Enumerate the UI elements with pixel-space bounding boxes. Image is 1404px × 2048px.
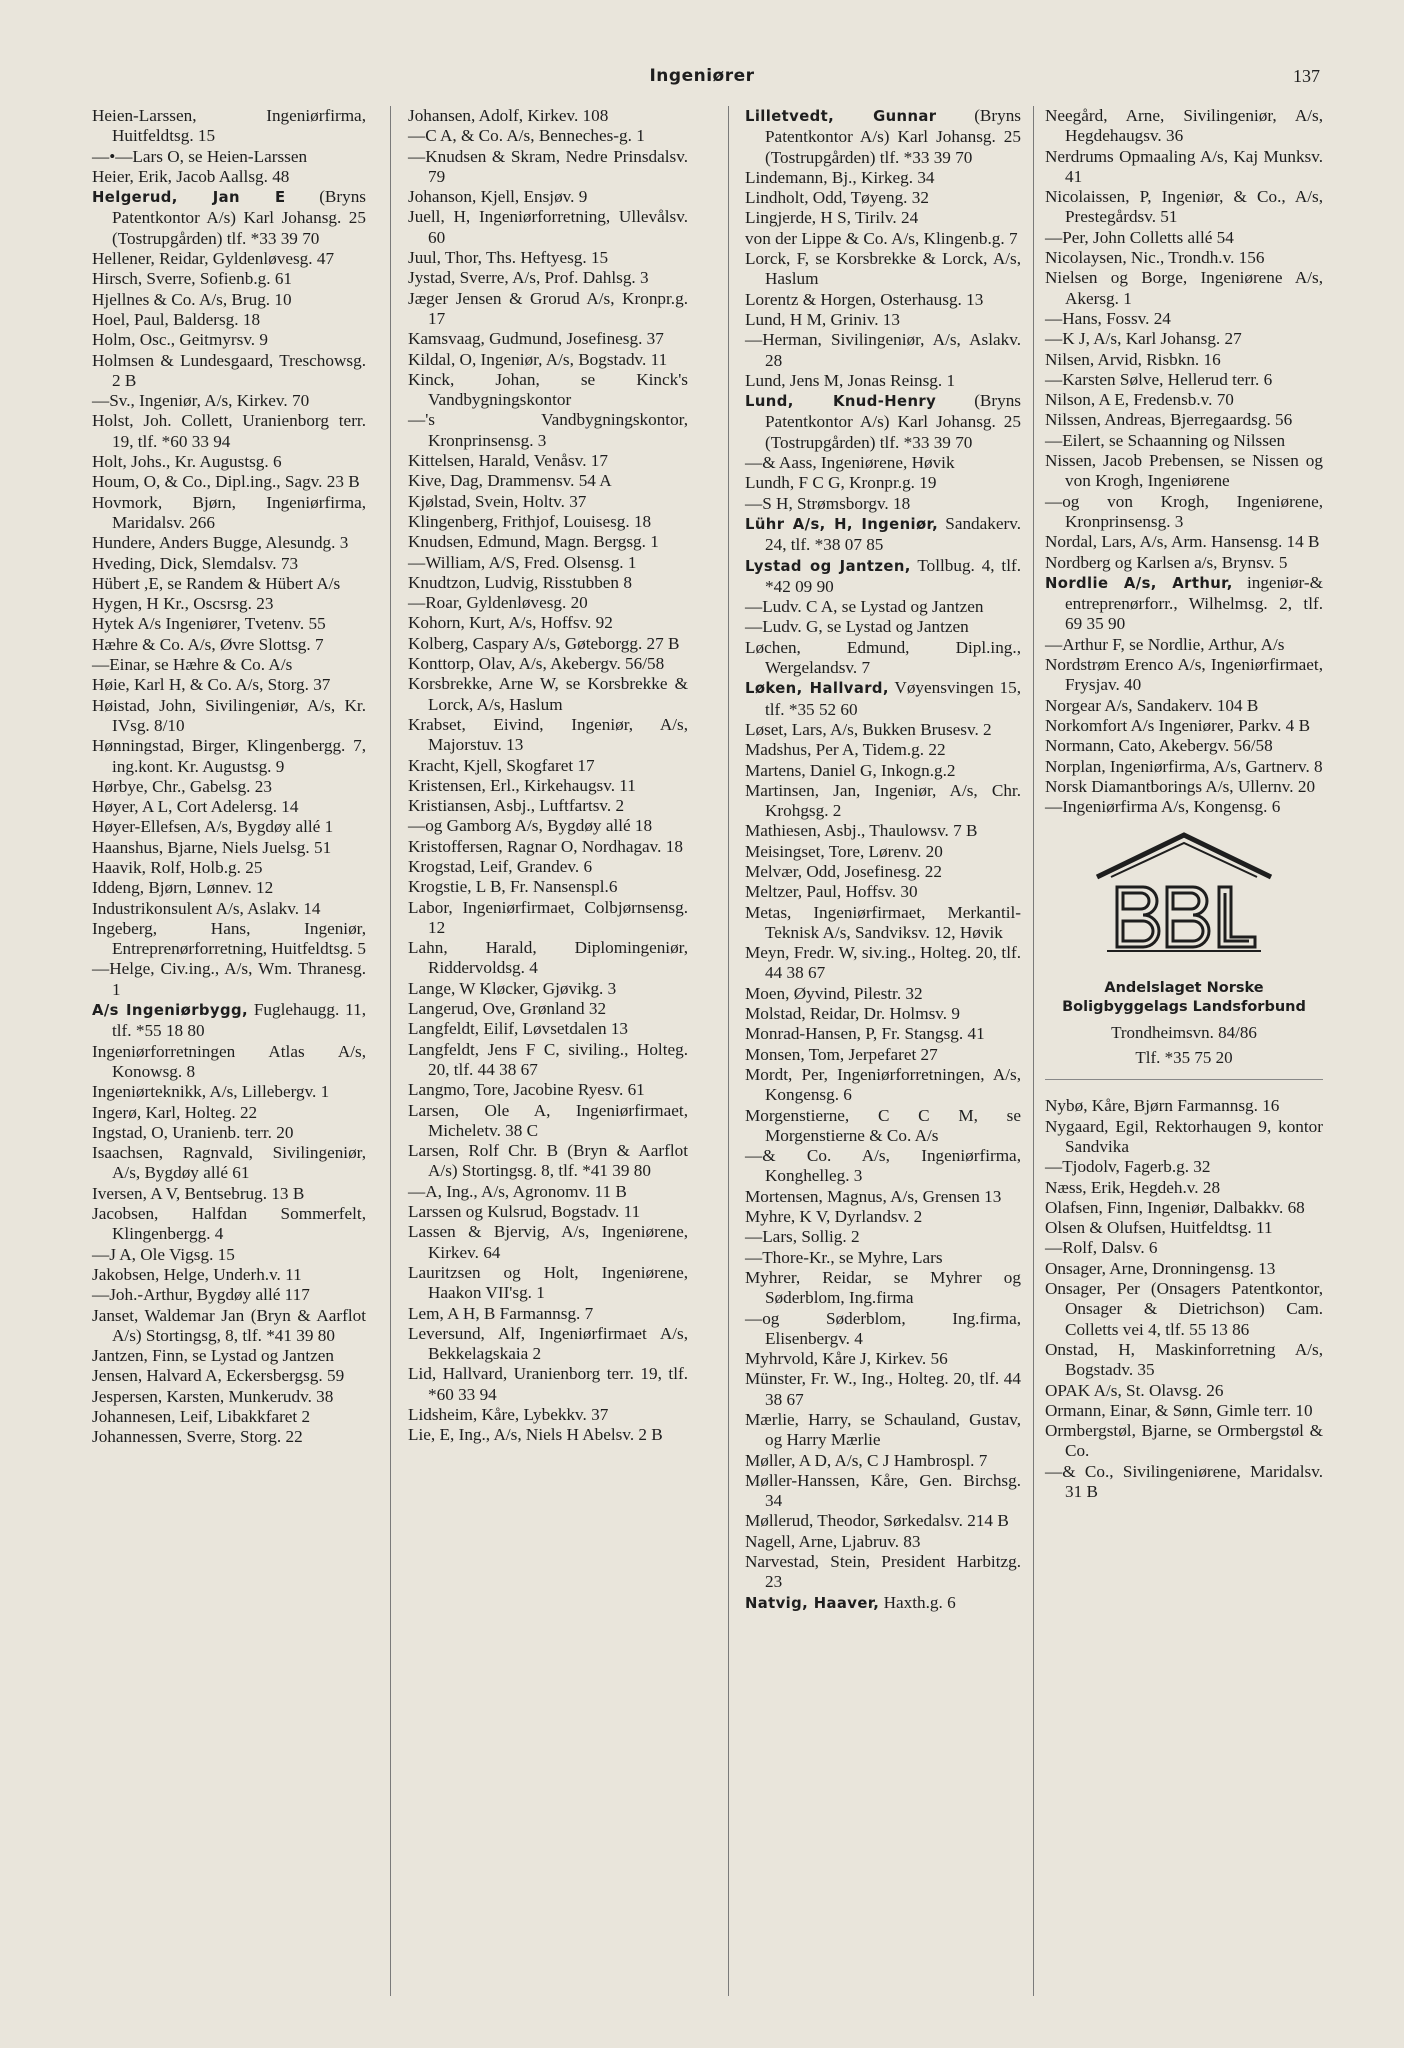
directory-entry: Onstad, H, Maskinforretning A/s, Bogstadv. 35 bbox=[1045, 1339, 1323, 1380]
directory-entry: —Joh.-Arthur, Bygdøy allé 117 bbox=[92, 1285, 310, 1305]
directory-entry: Leversund, Alf, Ingeniørfirmaet A/s, Bekkelagskaia 2 bbox=[408, 1323, 688, 1364]
directory-entry: Narvestad, Stein, President Harbitzg. 23 bbox=[745, 1552, 1021, 1592]
directory-entry: Holst, Joh. Collett, Uranienborg terr. 19, tlf. *60 33 94 bbox=[92, 411, 366, 451]
directory-entry: Morgenstierne, C C M, se Morgenstierne & Co. A/s bbox=[745, 1105, 1021, 1145]
directory-entry: Krogstie, L B, Fr. Nansenspl.6 bbox=[408, 877, 618, 897]
directory-entry: —& Aass, Ingeniørene, Høvik bbox=[745, 453, 955, 473]
directory-entry: Lange, W Kløcker, Gjøvikg. 3 bbox=[408, 978, 617, 998]
directory-entry: Melvær, Odd, Josefinesg. 22 bbox=[745, 861, 942, 881]
entry-name-bold: Natvig, Haaver, bbox=[745, 1594, 880, 1612]
directory-entry: —Karsten Sølve, Hellerud terr. 6 bbox=[1045, 369, 1273, 389]
directory-entry: Jakobsen, Helge, Underh.v. 11 bbox=[92, 1264, 302, 1284]
bbl-logo bbox=[1089, 829, 1279, 969]
entry-name-bold: Lühr A/s, H, Ingeniør, bbox=[745, 515, 939, 533]
directory-entry: Nordlie A/s, Arthur, ingeniør-& entreprenørforr., Wilhelmsg. 2, tlf. 69 35 90 bbox=[1045, 572, 1323, 634]
directory-entry: —William, A/S, Fred. Olsensg. 1 bbox=[408, 552, 637, 572]
directory-entry: —'s Vandbygningskontor, Kronprinsensg. 3 bbox=[408, 410, 688, 450]
directory-entry: Holt, Johs., Kr. Augustsg. 6 bbox=[92, 452, 282, 472]
directory-entry: —Ludv. C A, se Lystad og Jantzen bbox=[745, 597, 984, 617]
directory-entry: Møller-Hanssen, Kåre, Gen. Birchsg. 34 bbox=[745, 1470, 1021, 1511]
directory-entry: —Tjodolv, Fagerb.g. 32 bbox=[1045, 1157, 1211, 1177]
directory-entry: Larsen, Ole A, Ingeniørfirmaet, Micheletv. 38 C bbox=[408, 1100, 688, 1140]
directory-entry: OPAK A/s, St. Olavsg. 26 bbox=[1045, 1380, 1224, 1400]
directory-entry: Heier, Erik, Jacob Aallsg. 48 bbox=[92, 166, 290, 186]
directory-entry: Lid, Hallvard, Uranienborg terr. 19, tlf. *60 33 94 bbox=[408, 1364, 688, 1404]
directory-entry: Ingeniørteknikk, A/s, Lillebergv. 1 bbox=[92, 1082, 330, 1102]
directory-entry: Lorck, F, se Korsbrekke & Lorck, A/s, Haslum bbox=[745, 249, 1021, 289]
bbl-advertisement bbox=[1045, 829, 1323, 1080]
directory-entry: Myhre, K V, Dyrlandsv. 2 bbox=[745, 1207, 923, 1227]
directory-entry: Knudsen, Edmund, Magn. Bergsg. 1 bbox=[408, 532, 659, 552]
directory-entry: Onsager, Arne, Dronningensg. 13 bbox=[1045, 1258, 1276, 1278]
directory-entry: Ingerø, Karl, Holteg. 22 bbox=[92, 1102, 258, 1122]
directory-entry: Hjellnes & Co. A/s, Brug. 10 bbox=[92, 289, 292, 309]
directory-entry: Kildal, O, Ingeniør, A/s, Bogstadv. 11 bbox=[408, 349, 668, 369]
directory-entry: Mathiesen, Asbj., Thaulowsv. 7 B bbox=[745, 821, 978, 841]
directory-entry: Hytek A/s Ingeniører, Tvetenv. 55 bbox=[92, 614, 326, 634]
directory-entry: Lem, A H, B Farmannsg. 7 bbox=[408, 1303, 594, 1323]
directory-entry: Hæhre & Co. A/s, Øvre Slottsg. 7 bbox=[92, 634, 324, 654]
directory-entry: —& Co. A/s, Ingeniørfirma, Konghelleg. 3 bbox=[745, 1146, 1021, 1186]
directory-entry: Lund, Jens M, Jonas Reinsg. 1 bbox=[745, 370, 956, 390]
directory-entry: Normann, Cato, Akebergv. 56/58 bbox=[1045, 736, 1273, 756]
directory-entry: —Roar, Gyldenløvesg. 20 bbox=[408, 593, 588, 613]
directory-entry: Kristensen, Erl., Kirkehaugsv. 11 bbox=[408, 775, 636, 795]
directory-entry: Langerud, Ove, Grønland 32 bbox=[408, 999, 607, 1019]
directory-entry: Molstad, Reidar, Dr. Holmsv. 9 bbox=[745, 1004, 960, 1024]
directory-entry: Lahn, Harald, Diplomingeniør, Riddervoldsg. 4 bbox=[408, 938, 688, 978]
directory-entry: Lundh, F C G, Kronpr.g. 19 bbox=[745, 473, 937, 493]
directory-entry: —Per, John Colletts allé 54 bbox=[1045, 227, 1234, 247]
directory-entry: Kittelsen, Harald, Venåsv. 17 bbox=[408, 451, 608, 471]
directory-entry: —Arthur F, se Nordlie, Arthur, A/s bbox=[1045, 634, 1285, 654]
directory-entry: Kohorn, Kurt, A/s, Hoffsv. 92 bbox=[408, 613, 613, 633]
directory-entry: Høyer, A L, Cort Adelersg. 14 bbox=[92, 797, 299, 817]
ad-phone: Tlf. *35 75 20 bbox=[1135, 1048, 1233, 1068]
directory-entry: Hveding, Dick, Slemdalsv. 73 bbox=[92, 553, 299, 573]
directory-entry: Lilletvedt, Gunnar (Bryns Patentkontor A/s) Karl Johansg. 25 (Tostrupgården) tlf. *33 39 70 bbox=[745, 106, 1021, 167]
page-number: 137 bbox=[1293, 66, 1320, 86]
directory-entry: Kjølstad, Svein, Holtv. 37 bbox=[408, 491, 587, 511]
directory-entry: Nilson, A E, Fredensb.v. 70 bbox=[1045, 390, 1234, 410]
directory-column-1 bbox=[92, 106, 366, 1448]
directory-entry: Lund, H M, Griniv. 13 bbox=[745, 309, 900, 329]
directory-entry: Jystad, Sverre, A/s, Prof. Dahlsg. 3 bbox=[408, 268, 649, 288]
directory-entry: Haanshus, Bjarne, Niels Juelsg. 51 bbox=[92, 837, 332, 857]
directory-entry: von der Lippe & Co. A/s, Klingenb.g. 7 bbox=[745, 228, 1018, 248]
directory-entry: Norsk Diamantborings A/s, Ullernv. 20 bbox=[1045, 776, 1316, 796]
directory-entry: —Sv., Ingeniør, A/s, Kirkev. 70 bbox=[92, 391, 310, 411]
directory-entry: Langfeldt, Jens F C, siviling., Holteg. 20, tlf. 44 38 67 bbox=[408, 1039, 688, 1079]
directory-entry: —Helge, Civ.ing., A/s, Wm. Thranesg. 1 bbox=[92, 959, 366, 999]
entry-name-bold: Helgerud, Jan E bbox=[92, 189, 286, 207]
directory-entry: Nordal, Lars, A/s, Arm. Hansensg. 14 B bbox=[1045, 532, 1320, 552]
directory-entry: Løchen, Edmund, Dipl.ing., Wergelandsv. 7 bbox=[745, 637, 1021, 678]
directory-entry: Nerdrums Opmaaling A/s, Kaj Munksv. 41 bbox=[1045, 146, 1323, 186]
directory-entry: Monsen, Tom, Jerpefaret 27 bbox=[745, 1044, 938, 1064]
directory-entry: Juell, H, Ingeniørforretning, Ullevålsv. 60 bbox=[408, 207, 688, 247]
directory-entry: Johanson, Kjell, Ensjøv. 9 bbox=[408, 187, 588, 207]
directory-entry: Kinck, Johan, se Kinck's Vandbygningskontor bbox=[408, 369, 688, 410]
directory-entry: Martinsen, Jan, Ingeniør, A/s, Chr. Krohgsg. 2 bbox=[745, 780, 1021, 821]
directory-entry: —Lars, Sollig. 2 bbox=[745, 1227, 860, 1247]
directory-entry: Moen, Øyvind, Pilestr. 32 bbox=[745, 983, 923, 1003]
directory-entry: Lidsheim, Kåre, Lybekkv. 37 bbox=[408, 1405, 609, 1424]
directory-entry: Janset, Waldemar Jan (Bryn & Aarflot A/s) Stortingsg, 8, tlf. *41 39 80 bbox=[92, 1305, 366, 1345]
ad-address: Trondheimsvn. 84/86 bbox=[1111, 1023, 1257, 1043]
directory-entry: Hygen, H Kr., Oscsrsg. 23 bbox=[92, 594, 274, 614]
directory-entry: —Hans, Fossv. 24 bbox=[1045, 308, 1171, 328]
directory-entry: Holmsen & Lundesgaard, Treschowsg. 2 B bbox=[92, 350, 366, 390]
directory-entry: Langfeldt, Eilif, Løvsetdalen 13 bbox=[408, 1019, 629, 1039]
directory-entry: —•—Lars O, se Heien-Larssen bbox=[92, 146, 308, 166]
directory-entry: —& Co., Sivilingeniørene, Maridalsv. 31 B bbox=[1045, 1461, 1323, 1502]
directory-entry: Langmo, Tore, Jacobine Ryesv. 61 bbox=[408, 1080, 645, 1100]
directory-entry: Houm, O, & Co., Dipl.ing., Sagv. 23 B bbox=[92, 472, 360, 492]
directory-entry: Løset, Lars, A/s, Bukken Brusesv. 2 bbox=[745, 719, 992, 739]
directory-entry: —Ludv. G, se Lystad og Jantzen bbox=[745, 617, 969, 637]
directory-entry: Knudtzon, Ludvig, Risstubben 8 bbox=[408, 572, 632, 592]
directory-entry: —Knudsen & Skram, Nedre Prinsdalsv. 79 bbox=[408, 146, 688, 186]
directory-entry: Ingeniørforretningen Atlas A/s, Konowsg. 8 bbox=[92, 1041, 366, 1081]
directory-entry: Lühr A/s, H, Ingeniør, Sandakerv. 24, tlf. *38 07 85 bbox=[745, 513, 1021, 555]
directory-entry: Holm, Osc., Geitmyrsv. 9 bbox=[92, 330, 268, 350]
directory-entry: Jespersen, Karsten, Munkerudv. 38 bbox=[92, 1386, 334, 1406]
directory-entry: Madshus, Per A, Tidem.g. 22 bbox=[745, 740, 946, 760]
directory-entry: Lie, E, Ing., A/s, Niels H Abelsv. 2 B bbox=[408, 1425, 663, 1445]
directory-entry: Lorentz & Horgen, Osterhausg. 13 bbox=[745, 289, 984, 309]
directory-entry: —Herman, Sivilingeniør, A/s, Aslakv. 28 bbox=[745, 330, 1021, 370]
directory-entry: Ormbergstøl, Bjarne, se Ormbergstøl & Co. bbox=[1045, 1421, 1323, 1461]
directory-entry: Meyn, Fredr. W, siv.ing., Holteg. 20, tlf. 44 38 67 bbox=[745, 943, 1021, 983]
directory-entry: Nordberg og Karlsen a/s, Brynsv. 5 bbox=[1045, 552, 1288, 572]
directory-entry: Jæger Jensen & Grorud A/s, Kronpr.g. 17 bbox=[408, 288, 688, 328]
directory-entry: Møller, A D, A/s, C J Hambrospl. 7 bbox=[745, 1450, 988, 1470]
directory-entry: Lauritzsen og Holt, Ingeniørene, Haakon VII'sg. 1 bbox=[408, 1262, 688, 1303]
directory-entry: Nordstrøm Erenco A/s, Ingeniørfirmaet, Frysjav. 40 bbox=[1045, 655, 1323, 695]
directory-entry: Høistad, John, Sivilingeniør, A/s, Kr. IVsg. 8/10 bbox=[92, 695, 366, 735]
directory-entry: —K J, A/s, Karl Johansg. 27 bbox=[1045, 329, 1242, 349]
directory-entry: Hirsch, Sverre, Sofienb.g. 61 bbox=[92, 269, 293, 289]
directory-entry: Mortensen, Magnus, A/s, Grensen 13 bbox=[745, 1186, 1002, 1206]
directory-entry: Lindemann, Bj., Kirkeg. 34 bbox=[745, 167, 935, 187]
directory-entry: —og von Krogh, Ingeniørene, Kronprinsensg. 3 bbox=[1045, 491, 1323, 531]
directory-entry: —A, Ing., A/s, Agronomv. 11 B bbox=[408, 1181, 627, 1201]
directory-entry: Konttorp, Olav, A/s, Akebergv. 56/58 bbox=[408, 654, 665, 674]
column-divider bbox=[1033, 106, 1034, 1996]
directory-entry: Lund, Knud-Henry (Bryns Patentkontor A/s) Karl Johansg. 25 (Tostrupgården) tlf. *33 39 70 bbox=[745, 391, 1021, 452]
directory-entry: Myhrvold, Kåre J, Kirkev. 56 bbox=[745, 1349, 948, 1369]
directory-entry: Iddeng, Bjørn, Lønnev. 12 bbox=[92, 878, 274, 898]
entry-name-bold: Løken, Hallvard, bbox=[745, 680, 889, 698]
directory-entry: Kracht, Kjell, Skogfaret 17 bbox=[408, 755, 595, 775]
directory-entry: Nielsen og Borge, Ingeniørene A/s, Akersg. 1 bbox=[1045, 268, 1323, 308]
directory-entry: Labor, Ingeniørfirmaet, Colbjørnsensg. 12 bbox=[408, 897, 688, 937]
directory-entry: Hønningstad, Birger, Klingenbergg. 7, ing.kont. Kr. Augustsg. 9 bbox=[92, 736, 366, 776]
entry-name-bold: Lilletvedt, Gunnar bbox=[745, 108, 937, 125]
column-divider bbox=[390, 106, 391, 1996]
directory-entry: Johannesen, Leif, Libakkfaret 2 bbox=[92, 1407, 311, 1426]
directory-entry: —og Søderblom, Ing.firma, Elisenbergv. 4 bbox=[745, 1308, 1021, 1348]
directory-entry: Hoel, Paul, Baldersg. 18 bbox=[92, 309, 261, 329]
directory-entry: Neegård, Arne, Sivilingeniør, A/s, Hegdehaugsv. 36 bbox=[1045, 106, 1323, 146]
directory-entry: Nagell, Arne, Ljabruv. 83 bbox=[745, 1531, 921, 1551]
directory-entry: —C A, & Co. A/s, Benneches-g. 1 bbox=[408, 126, 645, 146]
page-title: Ingeniører bbox=[649, 66, 755, 86]
directory-entry: Mordt, Per, Ingeniørforretningen, A/s, Kongensg. 6 bbox=[745, 1064, 1021, 1105]
directory-entry: Industrikonsulent A/s, Aslakv. 14 bbox=[92, 898, 321, 918]
directory-entry: Krogstad, Leif, Grandev. 6 bbox=[408, 856, 593, 876]
column-4-upper-entries bbox=[1045, 106, 1323, 817]
directory-entry: Kive, Dag, Drammensv. 54 A bbox=[408, 471, 612, 491]
directory-entry: Lystad og Jantzen, Tollbug. 4, tlf. *42 09 90 bbox=[745, 555, 1021, 596]
directory-entry: Münster, Fr. W., Ing., Holteg. 20, tlf. 44 38 67 bbox=[745, 1369, 1021, 1409]
directory-entry: Norplan, Ingeniørfirma, A/s, Gartnerv. 8 bbox=[1045, 756, 1323, 776]
directory-entry: Krabset, Eivind, Ingeniør, A/s, Majorstuv. 13 bbox=[408, 714, 688, 755]
directory-entry: Lindholt, Odd, Tøyeng. 32 bbox=[745, 188, 929, 208]
directory-entry: Møllerud, Theodor, Sørkedalsv. 214 B bbox=[745, 1511, 1009, 1531]
directory-entry: Monrad-Hansen, P, Fr. Stangsg. 41 bbox=[745, 1024, 985, 1044]
directory-entry: Lassen & Bjervig, A/s, Ingeniørene, Kirkev. 64 bbox=[408, 1222, 688, 1262]
directory-entry: Kamsvaag, Gudmund, Josefinesg. 37 bbox=[408, 329, 664, 349]
directory-entry: Ormann, Einar, & Sønn, Gimle terr. 10 bbox=[1045, 1400, 1313, 1420]
directory-entry: Jantzen, Finn, se Lystad og Jantzen bbox=[92, 1346, 335, 1366]
directory-entry: Mærlie, Harry, se Schauland, Gustav, og Harry Mærlie bbox=[745, 1410, 1021, 1450]
directory-entry: Larsen, Rolf Chr. B (Bryn & Aarflot A/s) Stortingsg. 8, tlf. *41 39 80 bbox=[408, 1141, 688, 1181]
directory-entry: Heien-Larssen, Ingeniørfirma, Huitfeldtsg. 15 bbox=[92, 106, 366, 146]
directory-entry: Johansen, Adolf, Kirkev. 108 bbox=[408, 106, 609, 125]
directory-entry: Haavik, Rolf, Holb.g. 25 bbox=[92, 857, 263, 877]
directory-entry: Meltzer, Paul, Hoffsv. 30 bbox=[745, 882, 918, 902]
directory-column-3 bbox=[745, 106, 1021, 1614]
directory-entry: Nilssen, Andreas, Bjerregaardsg. 56 bbox=[1045, 410, 1293, 430]
directory-entry: Jensen, Halvard A, Eckersbergsg. 59 bbox=[92, 1366, 345, 1386]
column-4-lower-entries bbox=[1045, 1096, 1323, 1502]
directory-entry: Ingstad, O, Uranienb. terr. 20 bbox=[92, 1122, 294, 1142]
directory-entry: Lingjerde, H S, Tirilv. 24 bbox=[745, 208, 919, 228]
directory-entry: Hovmork, Bjørn, Ingeniørfirma, Maridalsv. 266 bbox=[92, 492, 366, 532]
entry-name-bold: A/s Ingeniørbygg, bbox=[92, 1002, 248, 1020]
directory-entry: —Thore-Kr., se Myhre, Lars bbox=[745, 1247, 943, 1267]
directory-entry: Nissen, Jacob Prebensen, se Nissen og von Krogh, Ingeniørene bbox=[1045, 451, 1323, 491]
entry-name-bold: Nordlie A/s, Arthur, bbox=[1045, 574, 1233, 592]
directory-entry: —Ingeniørfirma A/s, Kongensg. 6 bbox=[1045, 797, 1281, 817]
directory-entry: —J A, Ole Vigsg. 15 bbox=[92, 1244, 235, 1264]
directory-entry: Norgear A/s, Sandakerv. 104 B bbox=[1045, 695, 1259, 715]
directory-entry: Helgerud, Jan E (Bryns Patentkontor A/s) Karl Johansg. 25 (Tostrupgården) tlf. *33 39 70 bbox=[92, 187, 366, 248]
directory-entry: Iversen, A V, Bentsebrug. 13 B bbox=[92, 1183, 305, 1203]
directory-entry: Korsbrekke, Arne W, se Korsbrekke & Lorck, A/s, Haslum bbox=[408, 674, 688, 714]
directory-entry: Klingenberg, Frithjof, Louisesg. 18 bbox=[408, 511, 652, 531]
directory-entry: Hübert ,E, se Randem & Hübert A/s bbox=[92, 573, 341, 593]
column-divider bbox=[728, 106, 729, 1996]
entry-name-bold: Lystad og Jantzen, bbox=[745, 557, 911, 575]
directory-column-2 bbox=[408, 106, 688, 1446]
directory-entry: —Einar, se Hæhre & Co. A/s bbox=[92, 655, 293, 675]
directory-entry: Nybø, Kåre, Bjørn Farmannsg. 16 bbox=[1045, 1096, 1280, 1116]
directory-entry: Nilsen, Arvid, Risbkn. 16 bbox=[1045, 349, 1221, 369]
directory-entry: Næss, Erik, Hegdeh.v. 28 bbox=[1045, 1177, 1221, 1197]
directory-entry: Meisingset, Tore, Lørenv. 20 bbox=[745, 841, 943, 861]
directory-entry: Onsager, Per (Onsagers Patentkontor, Onsager & Dietrichson) Cam. Colletts vei 4, tlf. 55 13 86 bbox=[1045, 1279, 1323, 1339]
directory-entry: Jacobsen, Halfdan Sommerfelt, Klingenbergg. 4 bbox=[92, 1204, 366, 1244]
directory-entry: Martens, Daniel G, Inkogn.g.2 bbox=[745, 760, 956, 780]
directory-entry: Høie, Karl H, & Co. A/s, Storg. 37 bbox=[92, 675, 331, 695]
directory-entry: —Eilert, se Schaanning og Nilssen bbox=[1045, 430, 1286, 450]
directory-entry: Høyer-Ellefsen, A/s, Bygdøy allé 1 bbox=[92, 817, 334, 837]
directory-entry: Nicolaysen, Nic., Trondh.v. 156 bbox=[1045, 248, 1265, 268]
directory-entry: Norkomfort A/s Ingeniører, Parkv. 4 B bbox=[1045, 715, 1311, 735]
directory-entry: Løken, Hallvard, Vøyensvingen 15, tlf. *35 52 60 bbox=[745, 678, 1021, 719]
directory-entry: Ingeberg, Hans, Ingeniør, Entreprenørforretning, Huitfeldtsg. 5 bbox=[92, 918, 366, 959]
entry-name-bold: Lund, Knud-Henry bbox=[745, 393, 937, 411]
directory-entry: A/s Ingeniørbygg, Fuglehaugg. 11, tlf. *55 18 80 bbox=[92, 1000, 366, 1041]
directory-entry: Nicolaissen, P, Ingeniør, & Co., A/s, Prestegårdsv. 51 bbox=[1045, 187, 1323, 227]
directory-entry: Myhrer, Reidar, se Myhrer og Søderblom, Ing.firma bbox=[745, 1267, 1021, 1308]
directory-entry: Hundere, Anders Bugge, Alesundg. 3 bbox=[92, 533, 349, 553]
directory-entry: Kristoffersen, Ragnar O, Nordhagav. 18 bbox=[408, 836, 683, 856]
directory-entry: Hellener, Reidar, Gyldenløvesg. 47 bbox=[92, 249, 335, 269]
directory-entry: Isaachsen, Ragnvald, Sivilingeniør, A/s, Bygdøy allé 61 bbox=[92, 1143, 366, 1183]
directory-column-4 bbox=[1045, 106, 1323, 1502]
directory-entry: Nygaard, Egil, Rektorhaugen 9, kontor Sandvika bbox=[1045, 1116, 1323, 1156]
directory-entry: Natvig, Haaver, Haxth.g. 6 bbox=[745, 1592, 956, 1612]
directory-entry: Olsen & Olufsen, Huitfeldtsg. 11 bbox=[1045, 1218, 1273, 1238]
directory-entry: Hørbye, Chr., Gabelsg. 23 bbox=[92, 776, 272, 796]
ad-company-name: Andelslaget Norske Boligbyggelags Landsforbund bbox=[1062, 980, 1306, 1016]
directory-entry: —Rolf, Dalsv. 6 bbox=[1045, 1238, 1158, 1258]
directory-entry: Kolberg, Caspary A/s, Gøteborgg. 27 B bbox=[408, 633, 680, 653]
directory-entry: Johannessen, Sverre, Storg. 22 bbox=[92, 1427, 303, 1447]
directory-entry: Juul, Thor, Ths. Heftyesg. 15 bbox=[408, 248, 609, 268]
directory-entry: —S H, Strømsborgv. 18 bbox=[745, 493, 911, 513]
directory-entry: Metas, Ingeniørfirmaet, Merkantil-Teknisk A/s, Sandviksv. 12, Høvik bbox=[745, 902, 1021, 942]
directory-entry: Kristiansen, Asbj., Luftfartsv. 2 bbox=[408, 796, 625, 816]
directory-entry: Larssen og Kulsrud, Bogstadv. 11 bbox=[408, 1202, 641, 1222]
directory-entry: —og Gamborg A/s, Bygdøy allé 18 bbox=[408, 816, 653, 836]
directory-entry: Olafsen, Finn, Ingeniør, Dalbakkv. 68 bbox=[1045, 1197, 1305, 1217]
